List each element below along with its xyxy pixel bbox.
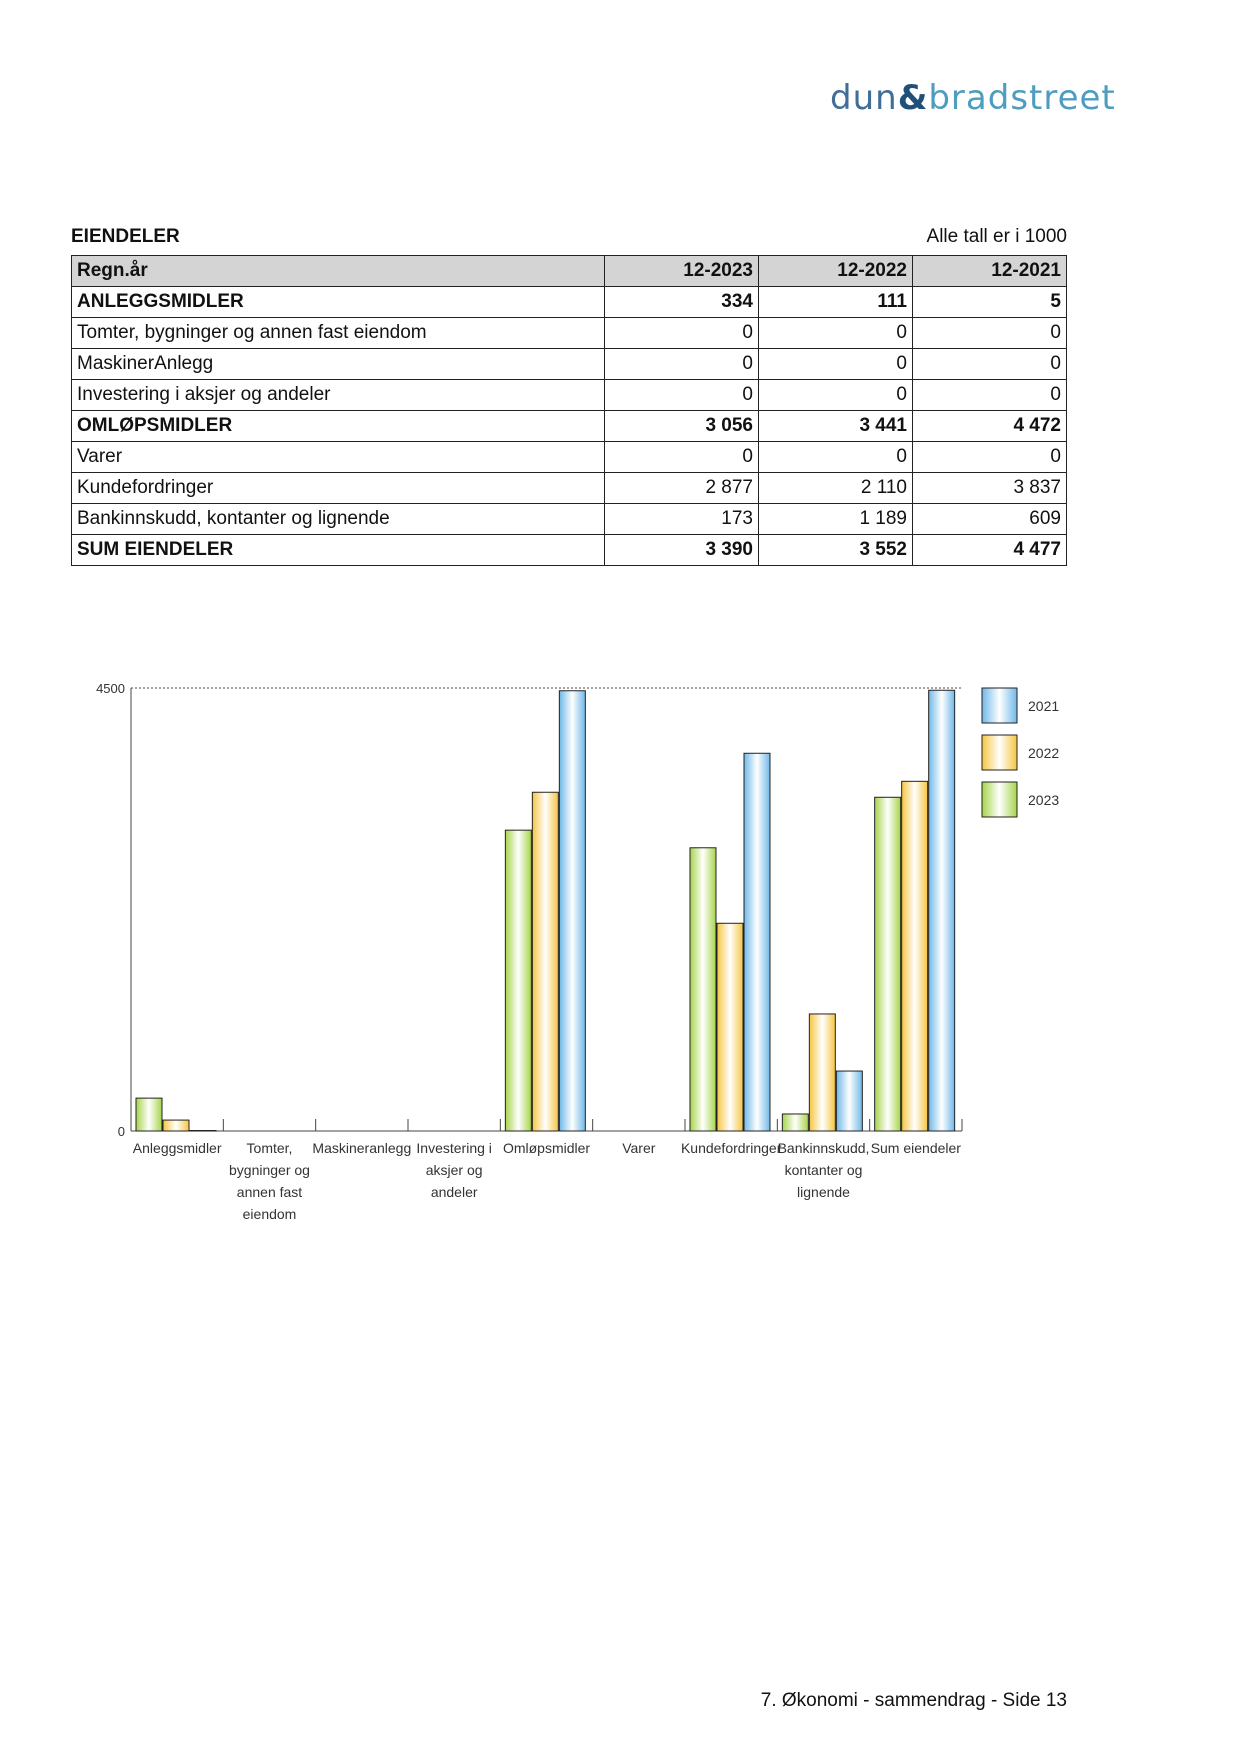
section-title: EIENDELER — [71, 226, 180, 247]
x-category-label: Investering i — [416, 1140, 492, 1156]
x-category-label: Varer — [622, 1140, 656, 1156]
bar-2023 — [136, 1098, 162, 1131]
row-value: 173 — [605, 504, 759, 535]
bar-2023 — [875, 797, 901, 1131]
bar-2021 — [744, 753, 770, 1131]
bar-2021 — [929, 690, 955, 1131]
x-category-label: andeler — [430, 1184, 478, 1200]
legend-label: 2022 — [1028, 745, 1060, 761]
row-label: MaskinerAnlegg — [72, 349, 605, 380]
bar-2023 — [690, 848, 716, 1131]
x-category-label: eiendom — [242, 1206, 297, 1222]
x-category-label: Kundefordringer — [680, 1140, 782, 1156]
row-value: 3 390 — [605, 535, 759, 566]
legend-swatch-2022 — [982, 735, 1017, 770]
row-value: 3 056 — [605, 411, 759, 442]
legend-swatch-2023 — [982, 782, 1017, 817]
row-value: 0 — [605, 380, 759, 411]
units-note: Alle tall er i 1000 — [926, 226, 1067, 247]
bar-2022 — [902, 781, 928, 1131]
row-label: SUM EIENDELER — [72, 535, 605, 566]
x-category-label: annen fast — [236, 1184, 303, 1200]
header-2023: 12-2023 — [605, 256, 759, 287]
row-value: 334 — [605, 287, 759, 318]
bar-2021 — [559, 691, 585, 1131]
y-tick-label: 0 — [117, 1124, 125, 1139]
header-label: Regn.år — [72, 256, 605, 287]
legend-label: 2023 — [1028, 792, 1060, 808]
bar-2021 — [836, 1071, 862, 1131]
y-tick-label: 4500 — [96, 681, 125, 696]
row-value: 0 — [913, 318, 1067, 349]
header-2022: 12-2022 — [759, 256, 913, 287]
bar-2022 — [163, 1120, 189, 1131]
x-category-label: kontanter og — [784, 1162, 863, 1178]
row-value: 3 837 — [913, 473, 1067, 504]
row-value: 5 — [913, 287, 1067, 318]
bar-2023 — [505, 830, 531, 1131]
row-label: ANLEGGSMIDLER — [72, 287, 605, 318]
row-value: 0 — [605, 442, 759, 473]
row-value: 0 — [759, 318, 913, 349]
row-value: 3 441 — [759, 411, 913, 442]
x-category-label: Tomter, — [246, 1140, 293, 1156]
row-label: Investering i aksjer og andeler — [72, 380, 605, 411]
bar-2023 — [782, 1114, 808, 1131]
row-value: 2 110 — [759, 473, 913, 504]
row-value: 0 — [913, 380, 1067, 411]
x-category-label: bygninger og — [229, 1162, 310, 1178]
row-value: 0 — [605, 349, 759, 380]
legend-swatch-2021 — [982, 688, 1017, 723]
row-value: 3 552 — [759, 535, 913, 566]
x-category-label: aksjer og — [425, 1162, 483, 1178]
dun-bradstreet-logo: dun&bradstreet — [830, 78, 1116, 118]
bar-2022 — [532, 792, 558, 1131]
x-category-label: Bankinnskudd, — [777, 1140, 870, 1156]
row-value: 609 — [913, 504, 1067, 535]
row-value: 111 — [759, 287, 913, 318]
row-value: 0 — [759, 380, 913, 411]
x-category-label: Sum eiendeler — [870, 1140, 961, 1156]
row-label: OMLØPSMIDLER — [72, 411, 605, 442]
row-value: 2 877 — [605, 473, 759, 504]
row-value: 0 — [759, 349, 913, 380]
row-value: 1 189 — [759, 504, 913, 535]
row-value: 4 477 — [913, 535, 1067, 566]
bar-2022 — [809, 1014, 835, 1131]
x-category-label: Omløpsmidler — [502, 1140, 591, 1156]
row-value: 0 — [759, 442, 913, 473]
x-category-label: Anleggsmidler — [132, 1140, 222, 1156]
row-label: Varer — [72, 442, 605, 473]
row-label: Kundefordringer — [72, 473, 605, 504]
row-value: 0 — [913, 349, 1067, 380]
row-label: Bankinnskudd, kontanter og lignende — [72, 504, 605, 535]
header-2021: 12-2021 — [913, 256, 1067, 287]
legend-label: 2021 — [1028, 698, 1060, 714]
page-footer: 7. Økonomi - sammendrag - Side 13 — [760, 1690, 1067, 1711]
bar-2022 — [717, 923, 743, 1131]
x-category-label: lignende — [797, 1184, 850, 1200]
row-value: 0 — [913, 442, 1067, 473]
row-value: 0 — [605, 318, 759, 349]
row-value: 4 472 — [913, 411, 1067, 442]
x-category-label: Maskineranlegg — [312, 1140, 412, 1156]
row-label: Tomter, bygninger og annen fast eiendom — [72, 318, 605, 349]
